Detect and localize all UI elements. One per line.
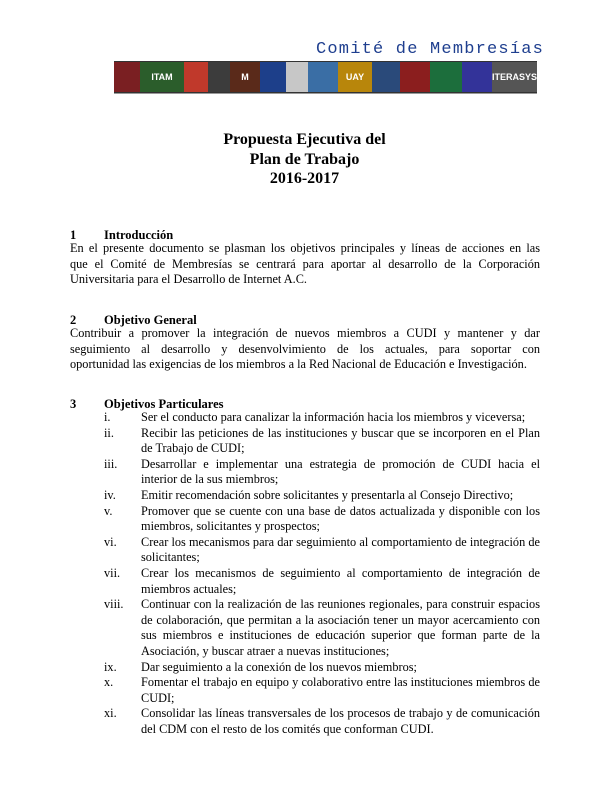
objective-text: Consolidar las líneas transversales de los procesos de trabajo y de comunicación del CDM con el resto de los comités que conforman CUDI.: [141, 706, 540, 736]
objective-item: [104, 426, 540, 457]
section-number: 3: [70, 397, 77, 411]
objective-item: [104, 675, 540, 706]
title-line-3: 2016-2017: [269, 170, 340, 187]
objective-item: [104, 660, 540, 676]
section-title: Objetivo General: [104, 313, 197, 327]
member-logo: [430, 62, 462, 92]
objective-item: [104, 597, 540, 659]
paragraph-line: seguimiento al desarrollo y desenvolvimiento de los actuales, para soportar con: [70, 341, 540, 356]
paragraph-line: En el presente documento se plasman los objetivos principales y líneas de acciones en las: [70, 241, 540, 255]
objective-text: Continuar con la realización de las reuniones regionales, para construir espacios de colaboración, que permitan a la asociación tener un mayor acercamiento con sus miembros e instituciones de educación superior que forman parte de la Asociación, y buscar atraer a nuevas instituciones;: [141, 597, 540, 658]
objective-item: [104, 457, 540, 488]
member-logo: [184, 62, 208, 92]
member-logo-text: ITERASYS: [492, 72, 537, 82]
objective-text: Desarrollar e implementar una estrategia de promoción de CUDI hacia el interior de la sus miembros;: [141, 456, 540, 487]
objective-numeral: vii.: [104, 565, 121, 580]
objective-item: [104, 566, 540, 597]
banner-divider: [114, 93, 537, 94]
section-1-paragraph: [70, 241, 540, 288]
paragraph-line: que el Comité de Membresías se centrará para aportar al desarrollo de la Corporación: [70, 256, 540, 271]
objective-numeral: ix.: [104, 659, 117, 674]
objective-text: Ser el conducto para canalizar la información hacia los miembros y viceversa;: [141, 410, 526, 424]
objective-text: Crear los mecanismos para dar seguimiento al comportamiento de integración de solicitantes;: [141, 534, 540, 565]
objective-text: Recibir las peticiones de las instituciones y buscar que se incorporen en el Plan de Trabajo de CUDI;: [141, 425, 540, 456]
objective-text: Fomentar el trabajo en equipo y colaborativo entre las instituciones miembros de CUDI;: [141, 675, 540, 705]
objective-text: Dar seguimiento a la conexión de los nuevos miembros;: [141, 659, 417, 674]
member-logo: [400, 62, 430, 92]
member-logo: [208, 62, 230, 92]
title-line-1: Propuesta Ejecutiva del: [223, 131, 386, 148]
member-logo: [308, 62, 338, 92]
objective-numeral: iii.: [104, 456, 118, 471]
objective-item: [104, 410, 540, 426]
objective-numeral: iv.: [104, 487, 116, 502]
section-number: 2: [70, 313, 77, 327]
member-logo: [230, 62, 260, 92]
section-title: Objetivos Particulares: [104, 397, 224, 411]
objective-numeral: i.: [104, 410, 111, 424]
objective-text: Emitir recomendación sobre solicitantes y presentarla al Consejo Directivo;: [141, 487, 514, 502]
paragraph-line: Universitaria para el Desarrollo de Internet A.C.: [70, 272, 307, 287]
document-title: [0, 130, 609, 189]
objective-item: [104, 706, 540, 737]
member-logo-text: ITAM: [151, 72, 173, 82]
objective-numeral: viii.: [104, 597, 124, 612]
objective-text: Crear los mecanismos de seguimiento al comportamiento de integración de miembros actuales;: [141, 565, 540, 596]
objective-numeral: xi.: [104, 706, 117, 721]
member-logo: [338, 62, 372, 92]
objective-item: [104, 535, 540, 566]
objective-numeral: ii.: [104, 425, 114, 440]
paragraph-line: oportunidad las exigencias de los miembros a la Red Nacional de Educación e Investigación.: [70, 357, 527, 372]
objective-numeral: x.: [104, 675, 114, 690]
committee-title: Comité de Membresías: [316, 40, 545, 59]
member-logo: [286, 62, 308, 92]
section-number: 1: [70, 228, 77, 242]
member-logo: [492, 62, 537, 92]
member-logo: [372, 62, 400, 92]
member-logo: [140, 62, 184, 92]
objective-item: [104, 488, 540, 504]
member-logo: [462, 62, 492, 92]
member-logo: [260, 62, 286, 92]
objectives-list: [104, 410, 540, 737]
member-logo-text: M: [241, 72, 249, 82]
objective-numeral: v.: [104, 503, 113, 518]
objective-numeral: vi.: [104, 534, 117, 549]
section-2-paragraph: [70, 326, 540, 373]
title-line-2: Plan de Trabajo: [249, 150, 360, 168]
paragraph-line: Contribuir a promover la integración de nuevos miembros a CUDI y mantener y dar: [70, 326, 540, 340]
objective-item: [104, 504, 540, 535]
member-logo: [114, 62, 140, 92]
section-title: Introducción: [104, 228, 174, 242]
member-logos-banner: [114, 61, 537, 93]
member-logo-text: UAY: [345, 72, 365, 82]
objective-text: Promover que se cuente con una base de datos actualizada y disponible con los miembros, solicitantes y prospectos;: [141, 503, 540, 534]
